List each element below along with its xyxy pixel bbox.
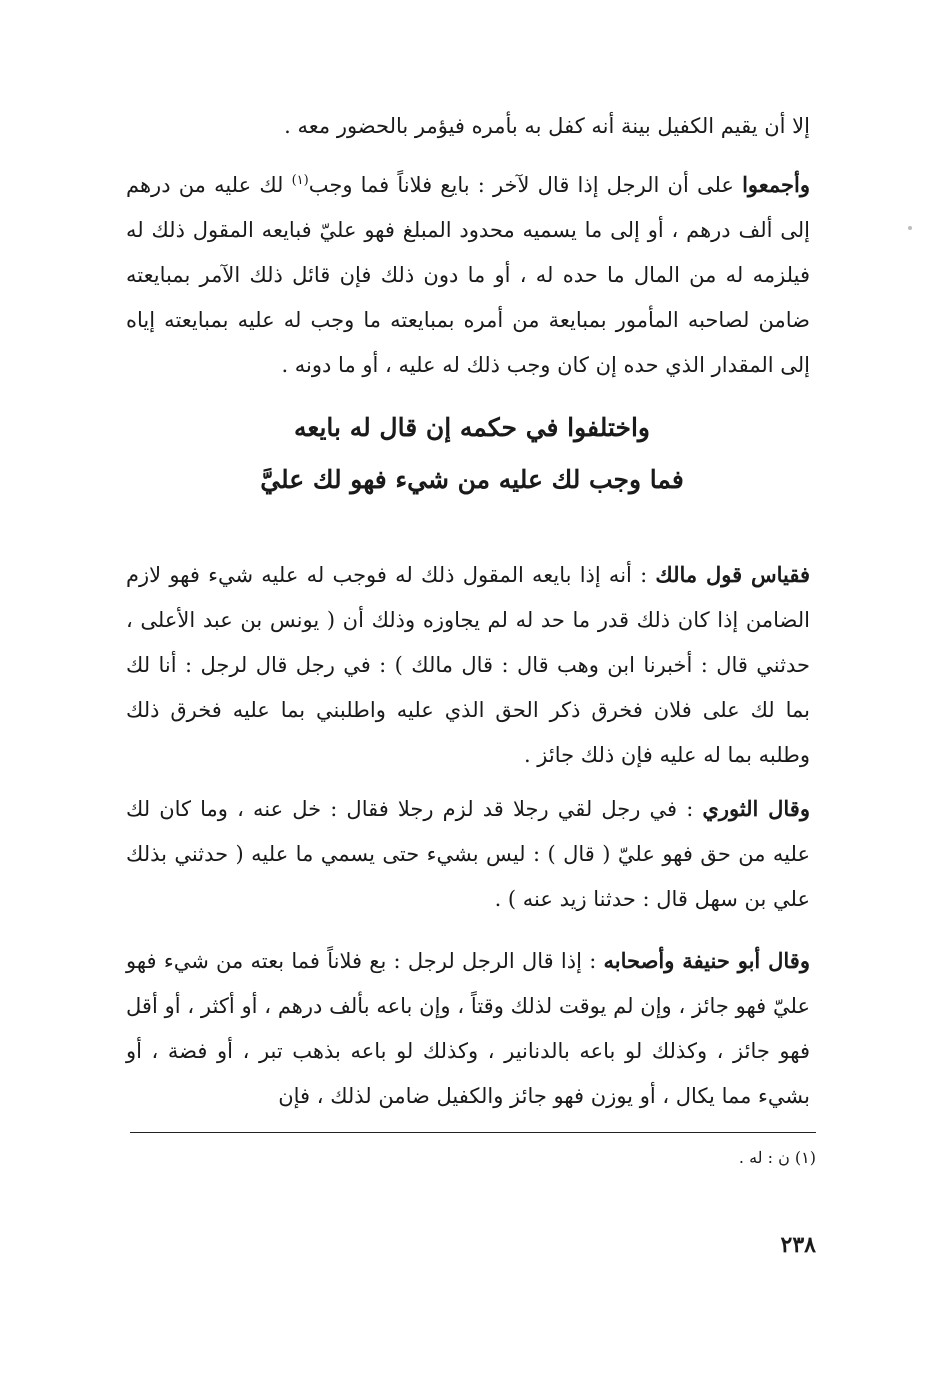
paragraph-text: إلا أن يقيم الكفيل بينة أنه كفل به بأمره فيؤمر بالحضور معه . [284,114,810,138]
paragraph-text: : في رجل لقي رجلا قد لزم رجلا فقال : خل عنه ، وما كان لك عليه من حق فهو عليّ ( قال ) : ليس بشيء حتى يسمي ما عليه ( حدثني بذلك علي بن سهل قال : حدثنا زيد عنه ) . [126,797,810,911]
paragraph-text: : أنه إذا بايعه المقول ذلك له فوجب له عليه شيء فهو لازم الضامن إذا كان ذلك قدر ما حد له لم يجاوزه وذلك أن ( يونس بن عبد الأعلى ، حدثني قال : أخبرنا ابن وهب قال : قال مالك ) : في رجل قال لرجل : أنا لك بما لك على فلان فخرق ذكر الحق الذي عليه واطلبني بما عليه فخرق ذلك وطلبه بما له عليه فإن ذلك جائز . [126,563,810,767]
paragraph-text: : إذا قال الرجل لرجل : بع فلاناً فما بعته من شيء فهو عليّ فهو جائز ، وإن لم يوقت لذلك وقتاً ، وإن باعه بألف درهم ، أو أكثر ، أو أقل فهو جائز ، وكذلك لو باعه بالدنانير ، وكذلك لو باعه بذهب تبر ، أو فضة ، أو بشيء مما يكال ، أو يوزن فهو جائز والكفيل ضامن لذلك ، فإن [126,949,810,1108]
paragraph-consensus [126,162,810,388]
paragraph-thawri [126,786,810,922]
footnote-divider [130,1132,816,1133]
paragraph-malik [126,552,810,778]
section-heading-line-2: فما وجب لك عليه من شيء فهو لك عليَّ [260,465,684,494]
footnote-reference[interactable]: (١) [291,173,309,188]
paragraph-lead: وأجمعوا [742,172,811,197]
section-heading-line-1: واختلفوا في حكمه إن قال له بايعه [294,413,650,442]
footnote: (١) ن : له . [738,1148,816,1167]
page-number: ٢٣٨ [780,1232,816,1258]
paragraph-continuation [126,104,810,149]
paragraph-lead: وقال أبو حنيفة وأصحابه [603,948,810,973]
margin-mark [908,226,912,230]
paragraph-lead: وقال الثوري [702,796,810,821]
paragraph-lead: فقياس قول مالك [655,562,810,587]
paragraph-text: على أن الرجل إذا قال لآخر : بايع فلاناً فما وجب [308,173,743,197]
paragraph-abu-hanifa [126,938,810,1119]
paragraph-text: لك عليه من درهم إلى ألف درهم ، أو إلى ما يسميه محدود المبلغ فهو عليّ فبايعه المقول ذلك له فيلزمه له من المال ما حده له ، أو ما دون ذلك فإن قائل ذلك الآمر بمبايعته ضامن لصاحبه المأمور بمبايعة من أمره بمبايعته ما وجب له عليه بمبايعته إياه إلى المقدار الذي حده إن كان وجب ذلك له عليه ، أو ما دونه . [126,173,810,377]
